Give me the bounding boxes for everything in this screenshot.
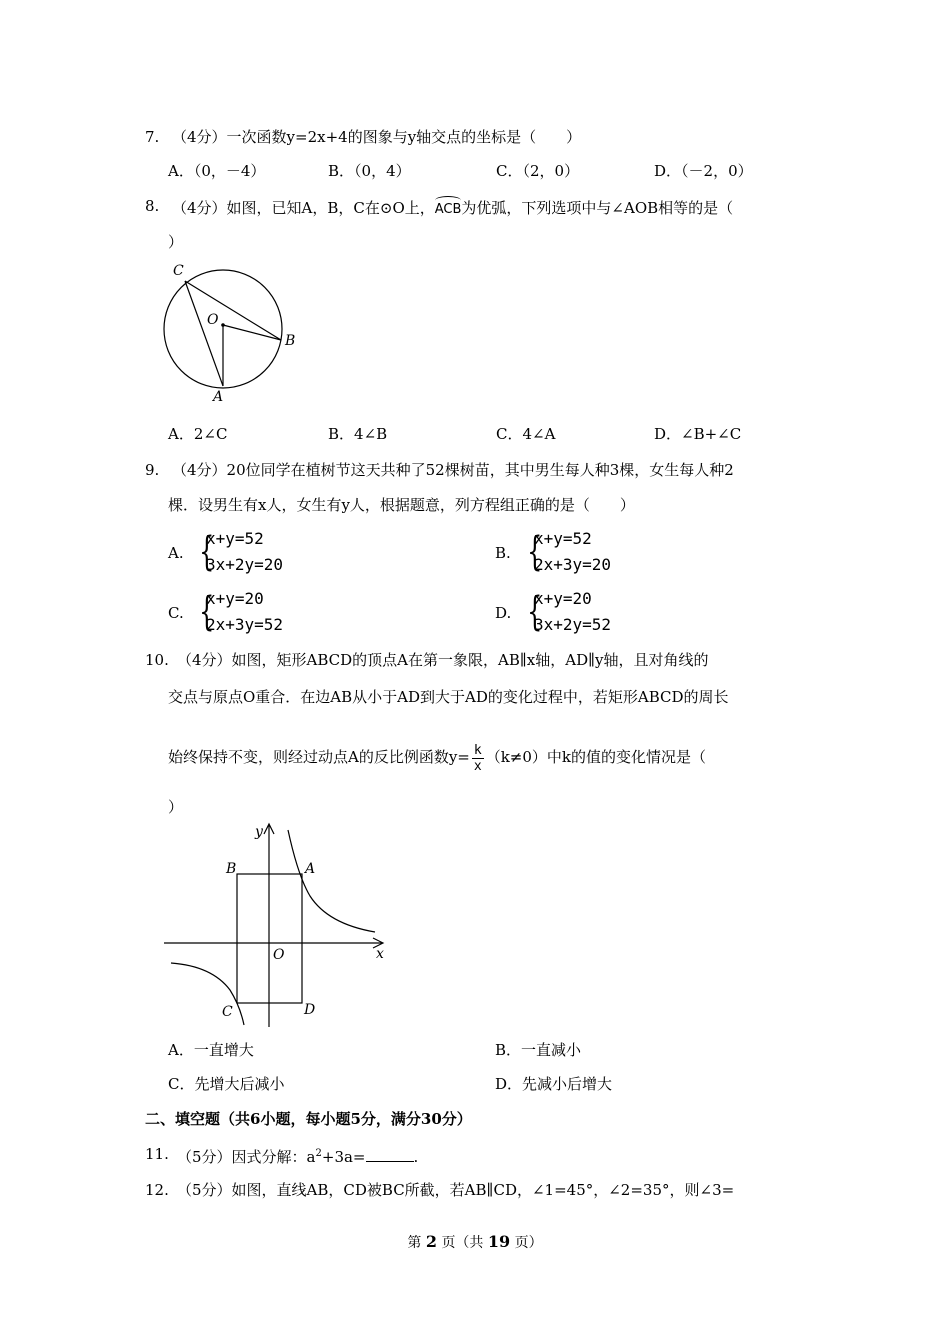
q10-fraction-denominator: x (473, 758, 482, 774)
q9-option-c-eq1: x+y=20 (206, 589, 264, 608)
q11-exponent: 2 (315, 1148, 322, 1159)
q10-fraction (472, 743, 484, 774)
q10-stem-line3-b: （k≠0）中k的值的变化情况是（ (485, 748, 707, 766)
q11-stem-b: +3a= (321, 1148, 366, 1166)
q11-stem-a: （5分）因式分解：a (177, 1148, 316, 1166)
q7-number: 7. (145, 128, 160, 146)
q10-stem-line3-a: 始终保持不变，则经过动点A的反比例函数y= (168, 748, 470, 766)
q9-option-a-brace: { (199, 529, 215, 575)
q10-hyperbola-lower (171, 963, 244, 1025)
q10-hyperbola-upper (288, 830, 375, 932)
q10-label-b: B (226, 861, 237, 877)
q8-number: 8. (145, 197, 160, 215)
q9-option-b-eq2: 2x+3y=20 (534, 555, 612, 574)
q9-option-d-eq2: 3x+2y=52 (534, 615, 612, 634)
q11-end: . (413, 1148, 419, 1166)
q8-stem-part2: 为优弧，下列选项中与∠AOB相等的是（ (461, 199, 734, 217)
footer-mid: 页（共 (441, 1235, 484, 1251)
q9-option-b-system (527, 526, 612, 578)
q8-label-o: O (207, 312, 219, 328)
q11-stem (177, 1144, 418, 1167)
q10-number: 10. (145, 651, 169, 669)
q9-option-c-system (199, 586, 284, 638)
q10-option-c: C．先增大后减小 (168, 1075, 285, 1093)
q9-stem-line2: 棵．设男生有x人，女生有y人，根据题意，列方程组正确的是（ ） (168, 496, 635, 514)
q7-stem: （4分）一次函数y=2x+4的图象与y轴交点的坐标是（ ） (172, 128, 582, 146)
q9-option-b-eq1: x+y=52 (534, 529, 592, 548)
page-footer (0, 1232, 950, 1252)
q9-option-b-brace: { (527, 529, 543, 575)
q10-label-x: x (376, 946, 384, 962)
q10-stem-line1: （4分）如图，矩形ABCD的顶点A在第一象限，AB∥x轴，AD∥y轴，且对角线的 (177, 651, 709, 669)
q10-stem-line2: 交点与原点O重合．在边AB从小于AD到大于AD的变化过程中，若矩形ABCD的周长 (168, 688, 729, 706)
footer-post: 页） (514, 1235, 543, 1251)
q10-label-a: A (305, 861, 316, 877)
q9-option-a-label: A. (168, 544, 184, 562)
q8-option-c: C．4∠A (496, 425, 556, 443)
q9-number: 9. (145, 461, 160, 479)
footer-page-number: 2 (425, 1232, 437, 1251)
q8-stem (172, 196, 733, 220)
q8-circle-figure (158, 258, 308, 408)
q10-label-y: y (255, 824, 263, 840)
q10-label-d: D (304, 1002, 316, 1018)
q8-stem-line2: ） (168, 233, 184, 251)
q7-option-c: C．（2，0） (496, 162, 580, 180)
q10-label-o: O (273, 947, 285, 963)
q9-stem-line1: （4分）20位同学在植树节这天共种了52棵树苗，其中男生每人种3棵，女生每人种2 (172, 461, 734, 479)
q8-center-point (221, 323, 225, 327)
q10-fraction-numerator: k (473, 742, 482, 758)
q11-number: 11. (145, 1145, 169, 1163)
q10-graph-figure (160, 820, 400, 1032)
q8-chord-ca (185, 281, 223, 386)
q9-option-b-label: B. (495, 544, 511, 562)
footer-pre: 第 (407, 1235, 422, 1251)
q9-option-c-eq2: 2x+3y=52 (206, 615, 284, 634)
q12-number: 12. (145, 1181, 169, 1199)
q9-option-d-brace: { (527, 589, 543, 635)
footer-total-pages: 19 (487, 1232, 511, 1251)
q9-option-a-eq1: x+y=52 (206, 529, 264, 548)
q10-label-c: C (222, 1004, 233, 1020)
q9-option-d-eq1: x+y=20 (534, 589, 592, 608)
q10-stem-line3 (168, 737, 706, 777)
q7-option-b: B．（0，4） (328, 162, 411, 180)
q10-stem-line4: ） (168, 798, 184, 816)
q8-radius-ob (223, 325, 281, 340)
q12-stem: （5分）如图，直线AB，CD被BC所截，若AB∥CD，∠1=45°，∠2=35°，则∠3= (177, 1181, 735, 1199)
q8-option-b: B．4∠B (328, 425, 388, 443)
q9-option-a-eq2: 3x+2y=20 (206, 555, 284, 574)
q8-option-a: A．2∠C (168, 425, 228, 443)
q8-label-b: B (285, 333, 296, 349)
q10-option-b: B．一直减小 (495, 1041, 582, 1059)
q7-option-a: A．（0，－4） (168, 162, 266, 180)
section2-title: 二、填空题（共6小题，每小题5分，满分30分） (145, 1110, 472, 1128)
q7-option-d: D．（－2，0） (654, 162, 753, 180)
q9-option-d-system (527, 586, 612, 638)
q8-stem-part1: （4分）如图，已知A，B，C在⊙O上， (172, 199, 435, 217)
q9-option-c-label: C. (168, 604, 184, 622)
q8-option-d: D．∠B+∠C (654, 425, 742, 443)
q10-option-a: A．一直增大 (168, 1041, 254, 1059)
q9-option-c-brace: { (199, 589, 215, 635)
q8-label-c: C (173, 263, 184, 279)
q8-label-a: A (213, 389, 224, 405)
q9-option-d-label: D. (495, 604, 512, 622)
q8-arc-label: ACB (435, 196, 462, 220)
q11-answer-blank[interactable] (366, 1147, 414, 1162)
q9-option-a-system (199, 526, 284, 578)
q10-option-d: D．先减小后增大 (495, 1075, 613, 1093)
